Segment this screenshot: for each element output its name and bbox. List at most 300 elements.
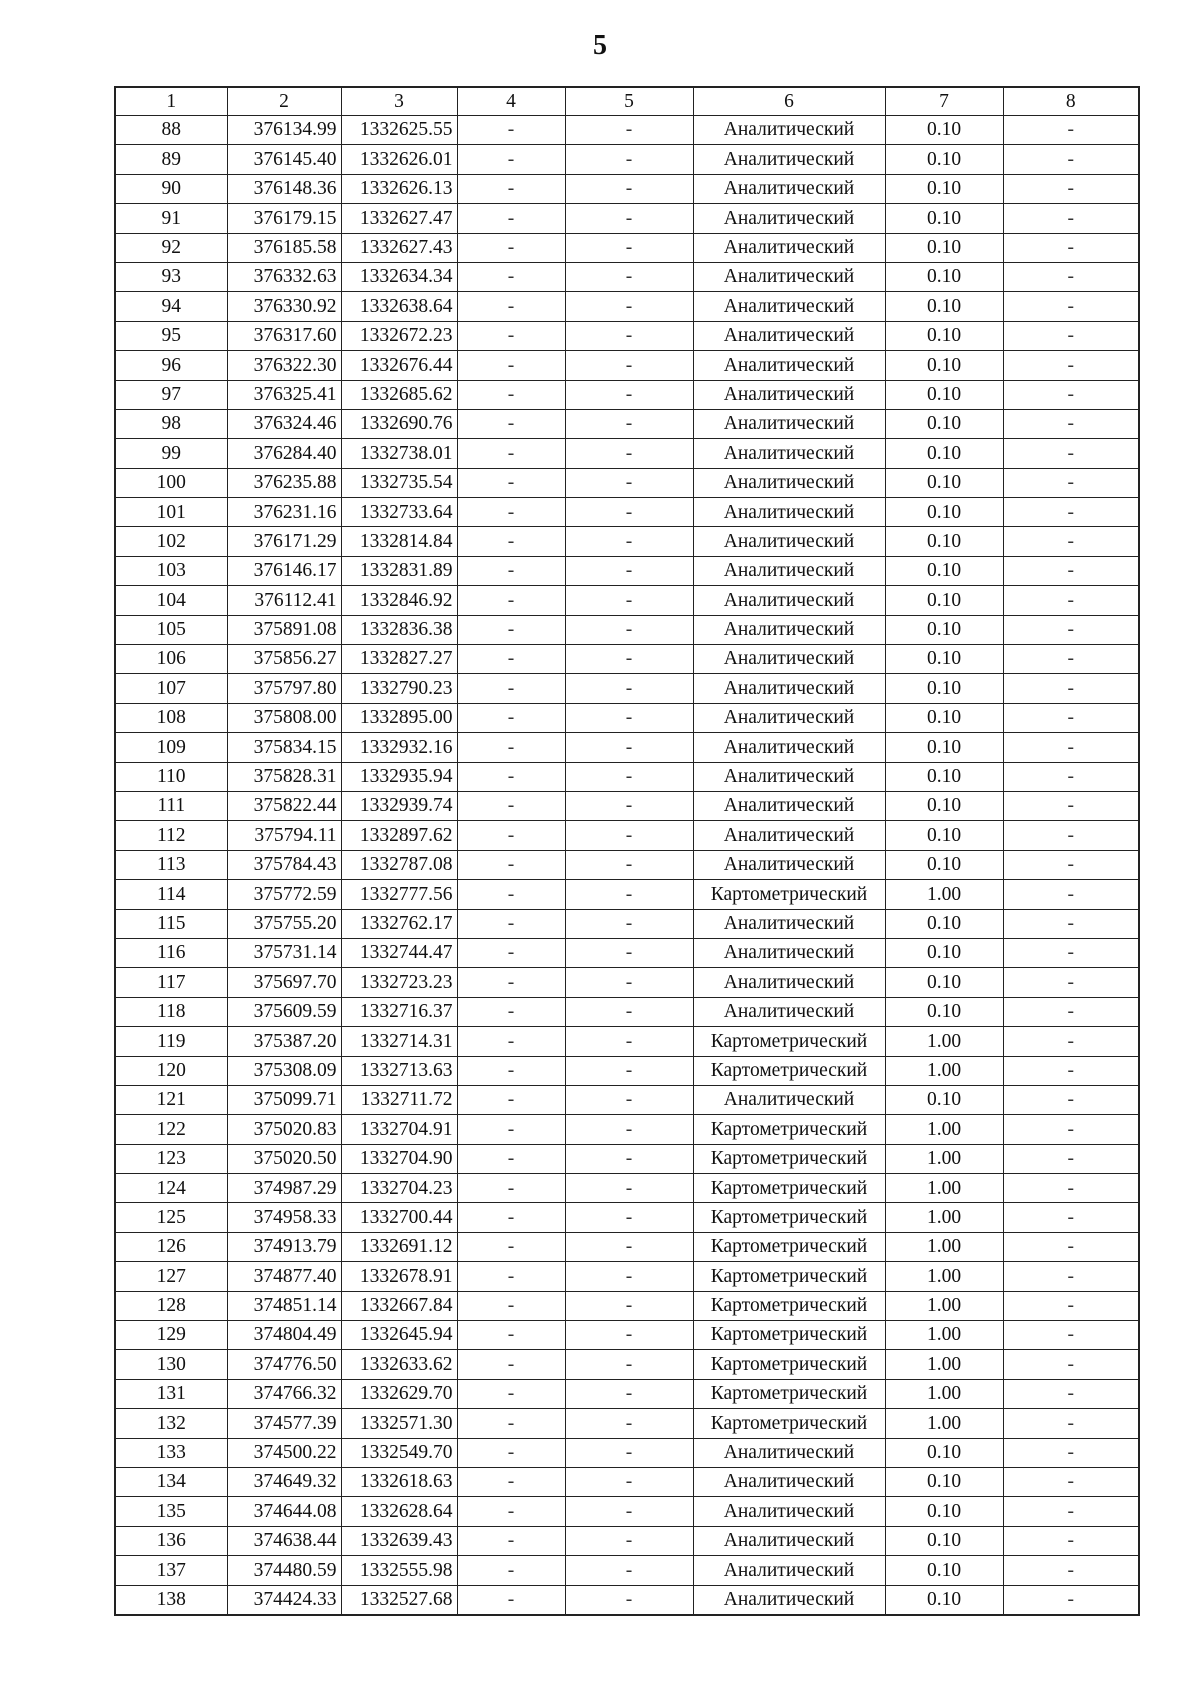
coord-x-cell: 375020.83 <box>227 1115 341 1144</box>
col-8-cell: - <box>1003 145 1139 174</box>
coord-x-cell: 375797.80 <box>227 674 341 703</box>
accuracy-cell: 1.00 <box>885 1174 1003 1203</box>
point-number-cell: 113 <box>115 850 227 879</box>
coord-y-cell: 1332626.13 <box>341 174 457 203</box>
col-5-cell: - <box>565 1350 693 1379</box>
col-4-cell: - <box>457 145 565 174</box>
col-4-cell: - <box>457 1262 565 1291</box>
method-cell: Аналитический <box>693 850 885 879</box>
method-cell: Аналитический <box>693 762 885 791</box>
coord-y-cell: 1332762.17 <box>341 909 457 938</box>
accuracy-cell: 0.10 <box>885 821 1003 850</box>
coord-y-cell: 1332932.16 <box>341 733 457 762</box>
col-4-cell: - <box>457 233 565 262</box>
accuracy-cell: 1.00 <box>885 880 1003 909</box>
table-row <box>115 116 1139 145</box>
coord-y-cell: 1332676.44 <box>341 351 457 380</box>
method-cell: Картометрический <box>693 1409 885 1438</box>
col-4-cell: - <box>457 1379 565 1408</box>
col-8-cell: - <box>1003 909 1139 938</box>
coord-x-cell: 376134.99 <box>227 116 341 145</box>
col-5-cell: - <box>565 1556 693 1585</box>
coord-y-cell: 1332895.00 <box>341 703 457 732</box>
col-5-cell: - <box>565 615 693 644</box>
col-4-cell: - <box>457 409 565 438</box>
accuracy-cell: 0.10 <box>885 174 1003 203</box>
method-cell: Картометрический <box>693 1291 885 1320</box>
accuracy-cell: 1.00 <box>885 1262 1003 1291</box>
point-number-cell: 110 <box>115 762 227 791</box>
coord-x-cell: 374958.33 <box>227 1203 341 1232</box>
point-number-cell: 131 <box>115 1379 227 1408</box>
col-4-cell: - <box>457 1350 565 1379</box>
page-number: 5 <box>593 30 607 61</box>
method-cell: Аналитический <box>693 262 885 291</box>
table-row <box>115 1262 1139 1291</box>
col-4-cell: - <box>457 703 565 732</box>
coord-x-cell: 374577.39 <box>227 1409 341 1438</box>
point-number-cell: 96 <box>115 351 227 380</box>
col-8-cell: - <box>1003 968 1139 997</box>
coord-y-cell: 1332685.62 <box>341 380 457 409</box>
point-number-cell: 128 <box>115 1291 227 1320</box>
col-4-cell: - <box>457 968 565 997</box>
point-number-cell: 134 <box>115 1467 227 1496</box>
coord-x-cell: 376235.88 <box>227 468 341 497</box>
table-row <box>115 468 1139 497</box>
col-8-cell: - <box>1003 468 1139 497</box>
col-8-cell: - <box>1003 439 1139 468</box>
col-4-cell: - <box>457 1526 565 1555</box>
col-5-cell: - <box>565 204 693 233</box>
col-5-cell: - <box>565 1144 693 1173</box>
point-number-cell: 135 <box>115 1497 227 1526</box>
coord-y-cell: 1332700.44 <box>341 1203 457 1232</box>
coord-y-cell: 1332777.56 <box>341 880 457 909</box>
method-cell: Картометрический <box>693 1321 885 1350</box>
point-number-cell: 137 <box>115 1556 227 1585</box>
coord-y-cell: 1332897.62 <box>341 821 457 850</box>
accuracy-cell: 0.10 <box>885 262 1003 291</box>
col-5-cell: - <box>565 850 693 879</box>
col-8-cell: - <box>1003 116 1139 145</box>
col-5-cell: - <box>565 145 693 174</box>
method-cell: Аналитический <box>693 1585 885 1615</box>
col-8-cell: - <box>1003 1291 1139 1320</box>
accuracy-cell: 1.00 <box>885 1379 1003 1408</box>
accuracy-cell: 0.10 <box>885 586 1003 615</box>
coord-x-cell: 374480.59 <box>227 1556 341 1585</box>
point-number-cell: 126 <box>115 1232 227 1261</box>
coord-y-cell: 1332690.76 <box>341 409 457 438</box>
col-5-cell: - <box>565 1056 693 1085</box>
table-row <box>115 321 1139 350</box>
coord-y-cell: 1332744.47 <box>341 938 457 967</box>
method-cell: Аналитический <box>693 791 885 820</box>
coord-y-cell: 1332790.23 <box>341 674 457 703</box>
point-number-cell: 115 <box>115 909 227 938</box>
method-cell: Аналитический <box>693 938 885 967</box>
table-row <box>115 351 1139 380</box>
accuracy-cell: 0.10 <box>885 439 1003 468</box>
table-row <box>115 1467 1139 1496</box>
point-number-cell: 122 <box>115 1115 227 1144</box>
col-4-cell: - <box>457 1497 565 1526</box>
accuracy-cell: 1.00 <box>885 1232 1003 1261</box>
col-4-cell: - <box>457 380 565 409</box>
accuracy-cell: 0.10 <box>885 1085 1003 1114</box>
method-cell: Аналитический <box>693 703 885 732</box>
col-8-cell: - <box>1003 1321 1139 1350</box>
method-cell: Картометрический <box>693 880 885 909</box>
col-4-cell: - <box>457 1409 565 1438</box>
col-8-cell: - <box>1003 498 1139 527</box>
point-number-cell: 90 <box>115 174 227 203</box>
col-5-cell: - <box>565 1174 693 1203</box>
method-cell: Картометрический <box>693 1056 885 1085</box>
coord-x-cell: 376145.40 <box>227 145 341 174</box>
col-8-cell: - <box>1003 527 1139 556</box>
col-5-cell: - <box>565 498 693 527</box>
method-cell: Аналитический <box>693 468 885 497</box>
method-cell: Аналитический <box>693 409 885 438</box>
coord-x-cell: 374804.49 <box>227 1321 341 1350</box>
point-number-cell: 103 <box>115 556 227 585</box>
col-5-cell: - <box>565 733 693 762</box>
col-5-cell: - <box>565 1438 693 1467</box>
column-header-2: 2 <box>227 87 341 116</box>
col-5-cell: - <box>565 262 693 291</box>
accuracy-cell: 0.10 <box>885 938 1003 967</box>
coord-x-cell: 375020.50 <box>227 1144 341 1173</box>
accuracy-cell: 0.10 <box>885 1497 1003 1526</box>
accuracy-cell: 0.10 <box>885 380 1003 409</box>
coord-y-cell: 1332814.84 <box>341 527 457 556</box>
method-cell: Картометрический <box>693 1262 885 1291</box>
col-4-cell: - <box>457 1144 565 1173</box>
coord-y-cell: 1332555.98 <box>341 1556 457 1585</box>
col-8-cell: - <box>1003 1115 1139 1144</box>
method-cell: Аналитический <box>693 145 885 174</box>
column-header-5: 5 <box>565 87 693 116</box>
col-4-cell: - <box>457 645 565 674</box>
col-4-cell: - <box>457 1321 565 1350</box>
coord-x-cell: 374424.33 <box>227 1585 341 1615</box>
table-row <box>115 145 1139 174</box>
coord-x-cell: 374644.08 <box>227 1497 341 1526</box>
coord-y-cell: 1332626.01 <box>341 145 457 174</box>
table-row <box>115 997 1139 1026</box>
table-row <box>115 1144 1139 1173</box>
method-cell: Аналитический <box>693 645 885 674</box>
col-4-cell: - <box>457 1174 565 1203</box>
col-4-cell: - <box>457 262 565 291</box>
table-row <box>115 733 1139 762</box>
col-8-cell: - <box>1003 409 1139 438</box>
col-8-cell: - <box>1003 1409 1139 1438</box>
point-number-cell: 105 <box>115 615 227 644</box>
table-row <box>115 968 1139 997</box>
col-5-cell: - <box>565 1321 693 1350</box>
table-row <box>115 821 1139 850</box>
table-row <box>115 1556 1139 1585</box>
col-5-cell: - <box>565 174 693 203</box>
accuracy-cell: 0.10 <box>885 1438 1003 1467</box>
point-number-cell: 108 <box>115 703 227 732</box>
col-5-cell: - <box>565 997 693 1026</box>
col-8-cell: - <box>1003 1526 1139 1555</box>
col-8-cell: - <box>1003 615 1139 644</box>
method-cell: Аналитический <box>693 1526 885 1555</box>
point-number-cell: 100 <box>115 468 227 497</box>
col-5-cell: - <box>565 1526 693 1555</box>
coord-y-cell: 1332627.47 <box>341 204 457 233</box>
accuracy-cell: 0.10 <box>885 351 1003 380</box>
table-row <box>115 880 1139 909</box>
accuracy-cell: 0.10 <box>885 674 1003 703</box>
table-row <box>115 850 1139 879</box>
table-row <box>115 909 1139 938</box>
coord-x-cell: 376231.16 <box>227 498 341 527</box>
coord-y-cell: 1332939.74 <box>341 791 457 820</box>
coord-x-cell: 375808.00 <box>227 703 341 732</box>
col-8-cell: - <box>1003 703 1139 732</box>
method-cell: Аналитический <box>693 498 885 527</box>
coord-y-cell: 1332711.72 <box>341 1085 457 1114</box>
table-row <box>115 439 1139 468</box>
col-4-cell: - <box>457 527 565 556</box>
col-4-cell: - <box>457 997 565 1026</box>
col-8-cell: - <box>1003 1027 1139 1056</box>
accuracy-cell: 0.10 <box>885 850 1003 879</box>
point-number-cell: 106 <box>115 645 227 674</box>
accuracy-cell: 1.00 <box>885 1203 1003 1232</box>
accuracy-cell: 0.10 <box>885 791 1003 820</box>
table-row <box>115 1321 1139 1350</box>
col-5-cell: - <box>565 586 693 615</box>
coord-y-cell: 1332704.90 <box>341 1144 457 1173</box>
col-4-cell: - <box>457 351 565 380</box>
col-5-cell: - <box>565 292 693 321</box>
column-header-1: 1 <box>115 87 227 116</box>
accuracy-cell: 0.10 <box>885 909 1003 938</box>
coord-x-cell: 376171.29 <box>227 527 341 556</box>
col-5-cell: - <box>565 1497 693 1526</box>
table-row <box>115 1232 1139 1261</box>
coord-x-cell: 375387.20 <box>227 1027 341 1056</box>
col-5-cell: - <box>565 938 693 967</box>
table-row <box>115 204 1139 233</box>
method-cell: Аналитический <box>693 527 885 556</box>
coord-y-cell: 1332618.63 <box>341 1467 457 1496</box>
point-number-cell: 111 <box>115 791 227 820</box>
col-4-cell: - <box>457 1438 565 1467</box>
table-row <box>115 674 1139 703</box>
col-8-cell: - <box>1003 645 1139 674</box>
col-5-cell: - <box>565 1379 693 1408</box>
point-number-cell: 136 <box>115 1526 227 1555</box>
col-8-cell: - <box>1003 938 1139 967</box>
table-header-row <box>115 87 1139 116</box>
col-8-cell: - <box>1003 321 1139 350</box>
point-number-cell: 123 <box>115 1144 227 1173</box>
coord-y-cell: 1332723.23 <box>341 968 457 997</box>
point-number-cell: 124 <box>115 1174 227 1203</box>
col-8-cell: - <box>1003 997 1139 1026</box>
coord-x-cell: 376332.63 <box>227 262 341 291</box>
point-number-cell: 91 <box>115 204 227 233</box>
accuracy-cell: 1.00 <box>885 1291 1003 1320</box>
col-4-cell: - <box>457 733 565 762</box>
coord-y-cell: 1332691.12 <box>341 1232 457 1261</box>
coord-y-cell: 1332571.30 <box>341 1409 457 1438</box>
point-number-cell: 92 <box>115 233 227 262</box>
coord-x-cell: 375609.59 <box>227 997 341 1026</box>
point-number-cell: 95 <box>115 321 227 350</box>
col-8-cell: - <box>1003 733 1139 762</box>
coord-x-cell: 374851.14 <box>227 1291 341 1320</box>
col-8-cell: - <box>1003 1232 1139 1261</box>
accuracy-cell: 1.00 <box>885 1321 1003 1350</box>
col-4-cell: - <box>457 1556 565 1585</box>
col-4-cell: - <box>457 1115 565 1144</box>
point-number-cell: 129 <box>115 1321 227 1350</box>
table-row <box>115 233 1139 262</box>
table-row <box>115 1526 1139 1555</box>
col-8-cell: - <box>1003 586 1139 615</box>
accuracy-cell: 0.10 <box>885 204 1003 233</box>
col-4-cell: - <box>457 1291 565 1320</box>
method-cell: Аналитический <box>693 674 885 703</box>
method-cell: Аналитический <box>693 556 885 585</box>
point-number-cell: 125 <box>115 1203 227 1232</box>
method-cell: Аналитический <box>693 615 885 644</box>
method-cell: Аналитический <box>693 174 885 203</box>
accuracy-cell: 0.10 <box>885 321 1003 350</box>
col-4-cell: - <box>457 1056 565 1085</box>
col-8-cell: - <box>1003 262 1139 291</box>
coord-y-cell: 1332527.68 <box>341 1585 457 1615</box>
col-4-cell: - <box>457 821 565 850</box>
accuracy-cell: 0.10 <box>885 498 1003 527</box>
accuracy-cell: 0.10 <box>885 1467 1003 1496</box>
coord-y-cell: 1332713.63 <box>341 1056 457 1085</box>
table-row <box>115 1174 1139 1203</box>
table-row <box>115 645 1139 674</box>
coord-y-cell: 1332831.89 <box>341 556 457 585</box>
method-cell: Аналитический <box>693 380 885 409</box>
method-cell: Картометрический <box>693 1027 885 1056</box>
coord-x-cell: 376324.46 <box>227 409 341 438</box>
accuracy-cell: 1.00 <box>885 1115 1003 1144</box>
point-number-cell: 114 <box>115 880 227 909</box>
point-number-cell: 97 <box>115 380 227 409</box>
col-4-cell: - <box>457 1467 565 1496</box>
method-cell: Аналитический <box>693 586 885 615</box>
col-4-cell: - <box>457 321 565 350</box>
accuracy-cell: 0.10 <box>885 968 1003 997</box>
col-4-cell: - <box>457 938 565 967</box>
accuracy-cell: 1.00 <box>885 1409 1003 1438</box>
col-5-cell: - <box>565 645 693 674</box>
table-row <box>115 380 1139 409</box>
col-5-cell: - <box>565 321 693 350</box>
point-number-cell: 109 <box>115 733 227 762</box>
method-cell: Картометрический <box>693 1203 885 1232</box>
table-row <box>115 1585 1139 1615</box>
point-number-cell: 107 <box>115 674 227 703</box>
coord-x-cell: 376325.41 <box>227 380 341 409</box>
col-4-cell: - <box>457 586 565 615</box>
method-cell: Аналитический <box>693 233 885 262</box>
col-4-cell: - <box>457 468 565 497</box>
table-row <box>115 586 1139 615</box>
method-cell: Картометрический <box>693 1350 885 1379</box>
column-header-3: 3 <box>341 87 457 116</box>
coord-y-cell: 1332827.27 <box>341 645 457 674</box>
col-8-cell: - <box>1003 380 1139 409</box>
table-row <box>115 938 1139 967</box>
accuracy-cell: 0.10 <box>885 527 1003 556</box>
coord-y-cell: 1332704.23 <box>341 1174 457 1203</box>
coord-y-cell: 1332667.84 <box>341 1291 457 1320</box>
point-number-cell: 117 <box>115 968 227 997</box>
method-cell: Аналитический <box>693 1556 885 1585</box>
table-row <box>115 615 1139 644</box>
coord-x-cell: 376317.60 <box>227 321 341 350</box>
table-row <box>115 527 1139 556</box>
col-8-cell: - <box>1003 1350 1139 1379</box>
method-cell: Картометрический <box>693 1144 885 1173</box>
coord-x-cell: 375755.20 <box>227 909 341 938</box>
accuracy-cell: 0.10 <box>885 645 1003 674</box>
col-8-cell: - <box>1003 1556 1139 1585</box>
table-row <box>115 498 1139 527</box>
accuracy-cell: 0.10 <box>885 468 1003 497</box>
point-number-cell: 104 <box>115 586 227 615</box>
col-4-cell: - <box>457 1027 565 1056</box>
col-8-cell: - <box>1003 1144 1139 1173</box>
point-number-cell: 118 <box>115 997 227 1026</box>
accuracy-cell: 0.10 <box>885 1585 1003 1615</box>
coord-x-cell: 376148.36 <box>227 174 341 203</box>
table-row <box>115 1379 1139 1408</box>
col-8-cell: - <box>1003 1438 1139 1467</box>
col-5-cell: - <box>565 439 693 468</box>
col-4-cell: - <box>457 204 565 233</box>
accuracy-cell: 0.10 <box>885 733 1003 762</box>
point-number-cell: 89 <box>115 145 227 174</box>
method-cell: Аналитический <box>693 1085 885 1114</box>
col-4-cell: - <box>457 615 565 644</box>
coord-x-cell: 374766.32 <box>227 1379 341 1408</box>
col-4-cell: - <box>457 292 565 321</box>
table-body <box>115 116 1139 1615</box>
table-row <box>115 1056 1139 1085</box>
col-8-cell: - <box>1003 1262 1139 1291</box>
point-number-cell: 112 <box>115 821 227 850</box>
table-row <box>115 791 1139 820</box>
col-4-cell: - <box>457 674 565 703</box>
method-cell: Аналитический <box>693 997 885 1026</box>
coord-x-cell: 375731.14 <box>227 938 341 967</box>
col-4-cell: - <box>457 1203 565 1232</box>
accuracy-cell: 0.10 <box>885 1556 1003 1585</box>
coord-x-cell: 376112.41 <box>227 586 341 615</box>
col-5-cell: - <box>565 821 693 850</box>
method-cell: Картометрический <box>693 1174 885 1203</box>
accuracy-cell: 0.10 <box>885 292 1003 321</box>
